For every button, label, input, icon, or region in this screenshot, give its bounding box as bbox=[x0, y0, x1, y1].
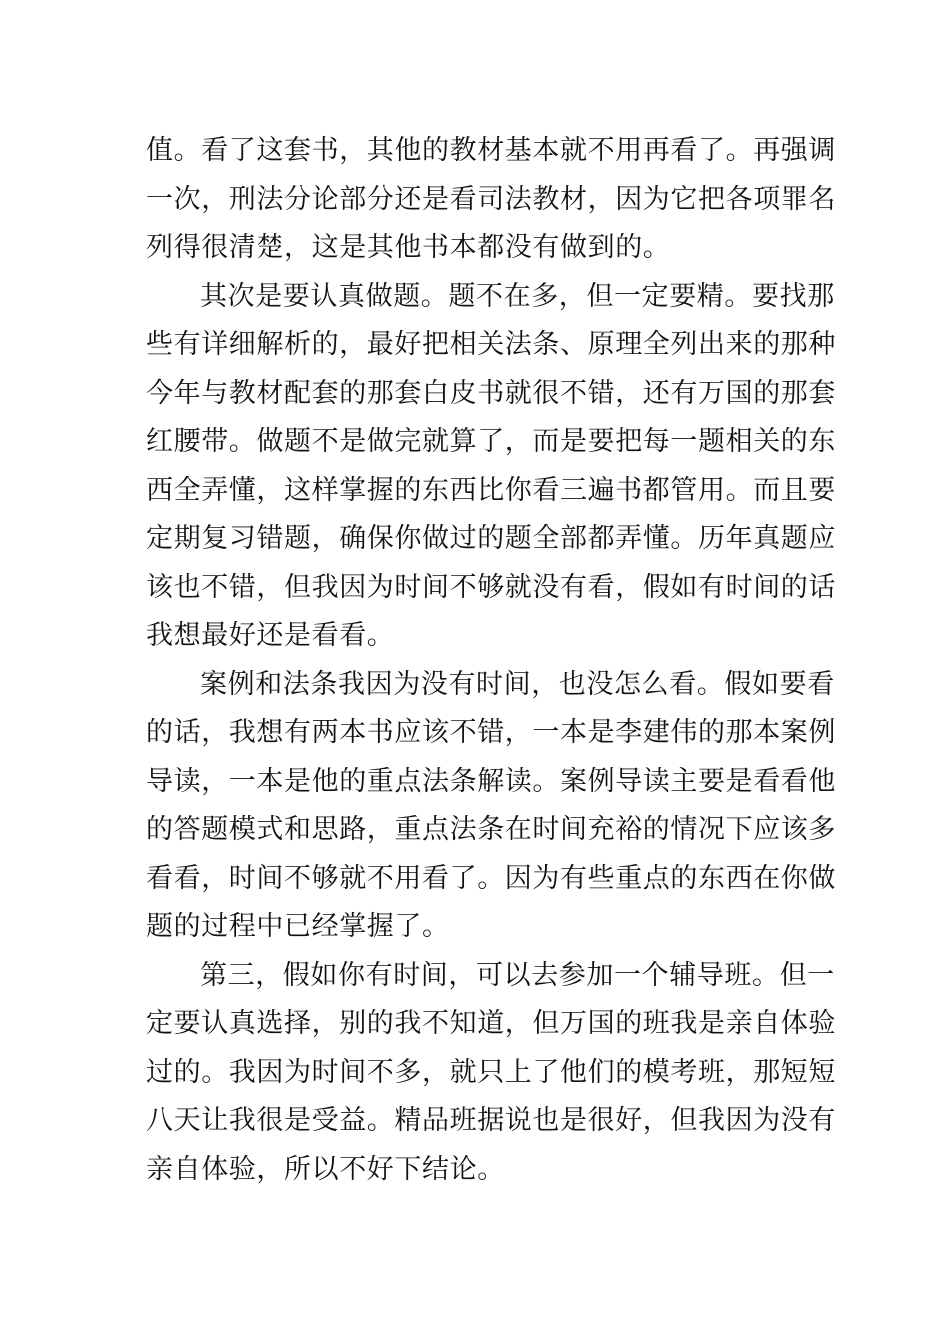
text-line: 看看，时间不够就不用看了。因为有些重点的东西在你做 bbox=[146, 862, 836, 894]
text-line: 定要认真选择，别的我不知道，但万国的班我是亲自体验 bbox=[146, 1008, 836, 1039]
text-line: 亲自体验，所以不好下结论。 bbox=[146, 1153, 505, 1185]
text-line: 定期复习错题，确保你做过的题全部都弄懂。历年真题应 bbox=[146, 523, 836, 554]
text-line: 红腰带。做题不是做完就算了，而是要把每一题相关的东 bbox=[146, 426, 836, 457]
paragraph-1 bbox=[146, 127, 836, 273]
text-line: 其次是要认真做题。题不在多，但一定要精。要找那 bbox=[200, 280, 835, 312]
text-line: 今年与教材配套的那套白皮书就很不错，还有万国的那套 bbox=[146, 377, 836, 409]
paragraph-2 bbox=[146, 273, 836, 661]
text-line: 的答题模式和思路，重点法条在时间充裕的情况下应该多 bbox=[146, 814, 836, 845]
text-line: 西全弄懂，这样掌握的东西比你看三遍书都管用。而且要 bbox=[146, 474, 836, 506]
document-body bbox=[146, 127, 836, 1194]
text-line: 八天让我很是受益。精品班据说也是很好，但我因为没有 bbox=[146, 1105, 836, 1136]
text-line: 些有详细解析的，最好把相关法条、原理全列出来的那种 bbox=[146, 329, 836, 360]
text-line: 一次，刑法分论部分还是看司法教材，因为它把各项罪名 bbox=[146, 183, 836, 215]
text-line: 题的过程中已经掌握了。 bbox=[146, 911, 450, 942]
text-line: 列得很清楚，这是其他书本都没有做到的。 bbox=[146, 232, 671, 263]
text-line: 的话，我想有两本书应该不错，一本是李建伟的那本案例 bbox=[146, 717, 836, 748]
paragraph-3 bbox=[146, 661, 836, 952]
text-line: 第三，假如你有时间，可以去参加一个辅导班。但一 bbox=[200, 959, 835, 991]
text-line: 过的。我因为时间不多，就只上了他们的模考班，那短短 bbox=[146, 1056, 836, 1088]
text-line: 我想最好还是看看。 bbox=[146, 620, 395, 651]
text-line: 值。看了这套书，其他的教材基本就不用再看了。再强调 bbox=[146, 135, 836, 166]
paragraph-4 bbox=[146, 952, 836, 1195]
text-line: 导读，一本是他的重点法条解读。案例导读主要是看看他 bbox=[146, 765, 836, 797]
text-line: 案例和法条我因为没有时间，也没怎么看。假如要看 bbox=[200, 668, 835, 700]
text-line: 该也不错，但我因为时间不够就没有看，假如有时间的话 bbox=[146, 571, 836, 603]
